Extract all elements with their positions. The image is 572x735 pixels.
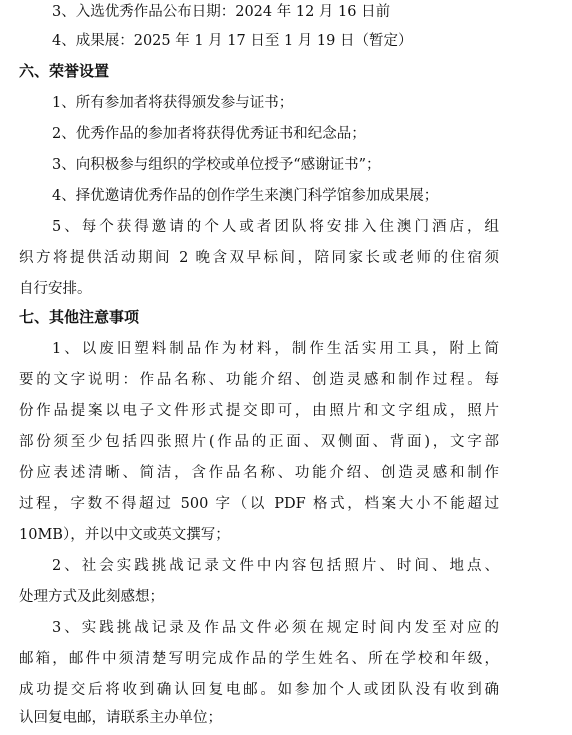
notes-item-2-line-1: 2、社会实践挑战记录文件中内容包括照片、时间、地点、 — [52, 558, 499, 574]
honors-item-5-line-2: 织方将提供活动期间 2 晚含双早标间，陪同家长或老师的住宿须 — [19, 250, 499, 266]
honors-item-3: 3、向积极参与组织的学校或单位授予“感谢证书”； — [52, 157, 381, 173]
notes-item-1-line-4: 部份须至少包括四张照片(作品的正面、双侧面、背面)，文字部 — [19, 434, 499, 450]
section-heading-honors: 六、荣誉设置 — [19, 62, 110, 80]
notes-item-2-line-2: 处理方式及此刻感想； — [19, 589, 164, 605]
notes-item-1-line-1: 1、以废旧塑料制品作为材料，制作生活实用工具，附上简 — [52, 341, 499, 357]
notes-item-3-line-2: 邮箱，邮件中须清楚写明完成作品的学生姓名、所在学校和年级， — [19, 651, 499, 667]
notes-item-1-line-3: 份作品提案以电子文件形式提交即可，由照片和文字组成，照片 — [19, 403, 499, 419]
honors-item-4: 4、择优邀请优秀作品的创作学生来澳门科学馆参加成果展； — [52, 188, 439, 204]
honors-item-5-line-1: 5、每个获得邀请的个人或者团队将安排入住澳门酒店，组 — [52, 219, 499, 235]
section-heading-notes: 七、其他注意事项 — [19, 308, 140, 326]
notes-item-1-line-7: 10MB），并以中文或英文撰写； — [19, 527, 230, 543]
schedule-item-4: 4、成果展：2025 年 1 月 17 日至 1 月 19 日（暂定） — [52, 33, 413, 49]
honors-item-1: 1、所有参加者将获得颁发参与证书； — [52, 95, 294, 111]
notes-item-3-line-1: 3、实践挑战记录及作品文件必须在规定时间内发至对应的 — [52, 620, 499, 636]
notes-item-1-line-5: 份应表述清晰、简洁，含作品名称、功能介绍、创造灵感和制作 — [19, 465, 499, 481]
notes-item-3-line-4: 认回复电邮，请联系主办单位； — [19, 710, 222, 726]
schedule-item-3: 3、入选优秀作品公布日期：2024 年 12 月 16 日前 — [52, 4, 391, 20]
notes-item-3-line-3: 成功提交后将收到确认回复电邮。如参加个人或团队没有收到确 — [19, 682, 499, 698]
notes-item-1-line-2: 要的文字说明：作品名称、功能介绍、创造灵感和制作过程。每 — [19, 372, 499, 388]
honors-item-2: 2、优秀作品的参加者将获得优秀证书和纪念品； — [52, 126, 366, 142]
notes-item-1-line-6: 过程，字数不得超过 500 字（以 PDF 格式，档案大小不能超过 — [19, 496, 499, 512]
honors-item-5-line-3: 自行安排。 — [19, 281, 92, 297]
